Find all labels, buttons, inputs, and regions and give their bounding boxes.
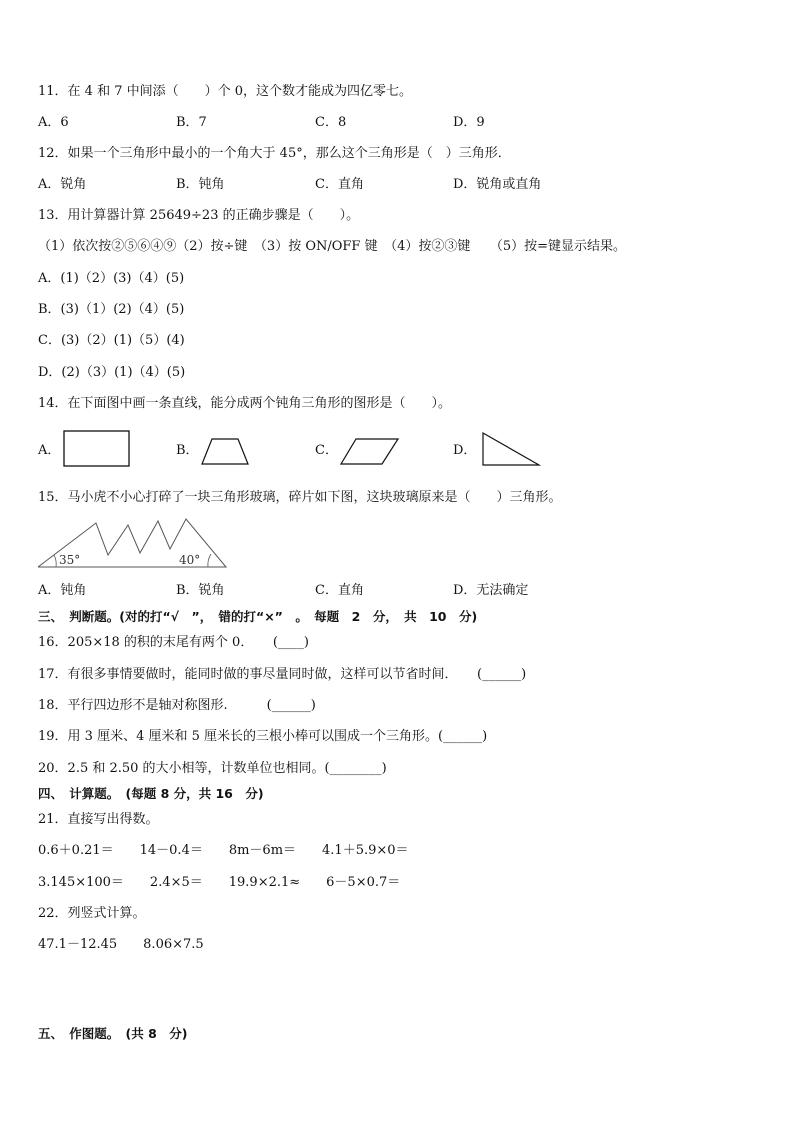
q13-option-a: A．(1)（2）(3)（4）(5) (38, 271, 185, 286)
q14-option-c: C． (315, 443, 338, 458)
question-15: 15．马小虎不小心打碎了一块三角形玻璃，碎片如下图，这块玻璃原来是（ ）三角形。 (38, 490, 562, 505)
q15-option-c: C．直角 (315, 583, 364, 598)
question-22: 22．列竖式计算。 (38, 906, 146, 921)
q12-option-c: C．直角 (315, 177, 364, 192)
question-21: 21．直接写出得数。 (38, 812, 159, 827)
q21-row-2: 3.145×100＝ 2.4×5＝ 19.9×2.1≈ 6－5×0.7＝ (38, 875, 401, 890)
q22-row-1: 47.1－12.45 8.06×7.5 (38, 937, 204, 952)
section-4-heading: 四、 计算题。 (每题 8 分，共 16 分) (38, 786, 264, 801)
section-3-heading: 三、 判断题。(对的打“√ ”， 错的打“×” 。 每题 2 分， 共 10 分) (38, 609, 478, 624)
q15-option-d: D．无法确定 (453, 583, 529, 598)
trapezoid-figure (200, 438, 250, 466)
q11-option-d: D．9 (453, 115, 485, 130)
question-13: 13．用计算器计算 25649÷23 的正确步骤是（ ）。 (38, 208, 360, 223)
q12-option-a: A．锐角 (38, 177, 87, 192)
angle-35-label: 35° (59, 553, 81, 567)
question-14: 14．在下面图中画一条直线，能分成两个钝角三角形的图形是（ ）。 (38, 396, 452, 411)
section-5-heading: 五、 作图题。 (共 8 分) (38, 1026, 188, 1041)
question-19: 19．用 3 厘米、4 厘米和 5 厘米长的三根小棒可以围成一个三角形。(______) (38, 729, 488, 744)
rectangle-figure (63, 430, 131, 468)
q14-option-a: A． (38, 443, 61, 458)
q13-option-d: D．(2)（3）(1)（4）(5) (38, 365, 186, 380)
q11-option-b: B．7 (176, 115, 207, 130)
q14-option-d: D． (453, 443, 477, 458)
q14-option-b: B． (176, 443, 199, 458)
question-20: 20．2.5 和 2.50 的大小相等，计数单位也相同。(________) (38, 761, 387, 776)
right-triangle-figure (480, 431, 542, 467)
question-16: 16．205×18 的积的末尾有两个 0． (____) (38, 635, 309, 650)
q15-option-b: B．锐角 (176, 583, 225, 598)
q12-option-b: B．钝角 (176, 177, 225, 192)
q11-option-a: A．6 (38, 115, 69, 130)
q15-option-a: A．钝角 (38, 583, 87, 598)
q11-option-c: C．8 (315, 115, 347, 130)
question-18: 18．平行四边形不是轴对称图形. (______) (38, 698, 316, 713)
q13-option-c: C．(3)（2）(1)（5）(4) (38, 333, 185, 348)
q12-option-d: D．锐角或直角 (453, 177, 542, 192)
q13-option-b: B．(3)（1）(2)（4）(5) (38, 302, 185, 317)
q21-row-1: 0.6＋0.21＝ 14－0.4＝ 8m－6m＝ 4.1＋5.9×0＝ (38, 843, 409, 858)
question-12: 12．如果一个三角形中最小的一个角大于 45°，那么这个三角形是（ ）三角形． (38, 146, 511, 161)
parallelogram-figure (340, 438, 400, 466)
question-11: 11．在 4 和 7 中间添（ ）个 0，这个数才能成为四亿零七。 (38, 84, 413, 99)
broken-glass-figure (36, 517, 228, 569)
angle-40-label: 40° (179, 553, 201, 567)
q13-steps: （1）依次按②⑤⑥④⑨（2）按÷键 （3）按 ON/OFF 键 （4）按②③键 （5）按=键显示结果。 (38, 239, 627, 254)
question-17: 17．有很多事情要做时，能同时做的事尽量同时做，这样可以节省时间． (______) (38, 667, 527, 682)
